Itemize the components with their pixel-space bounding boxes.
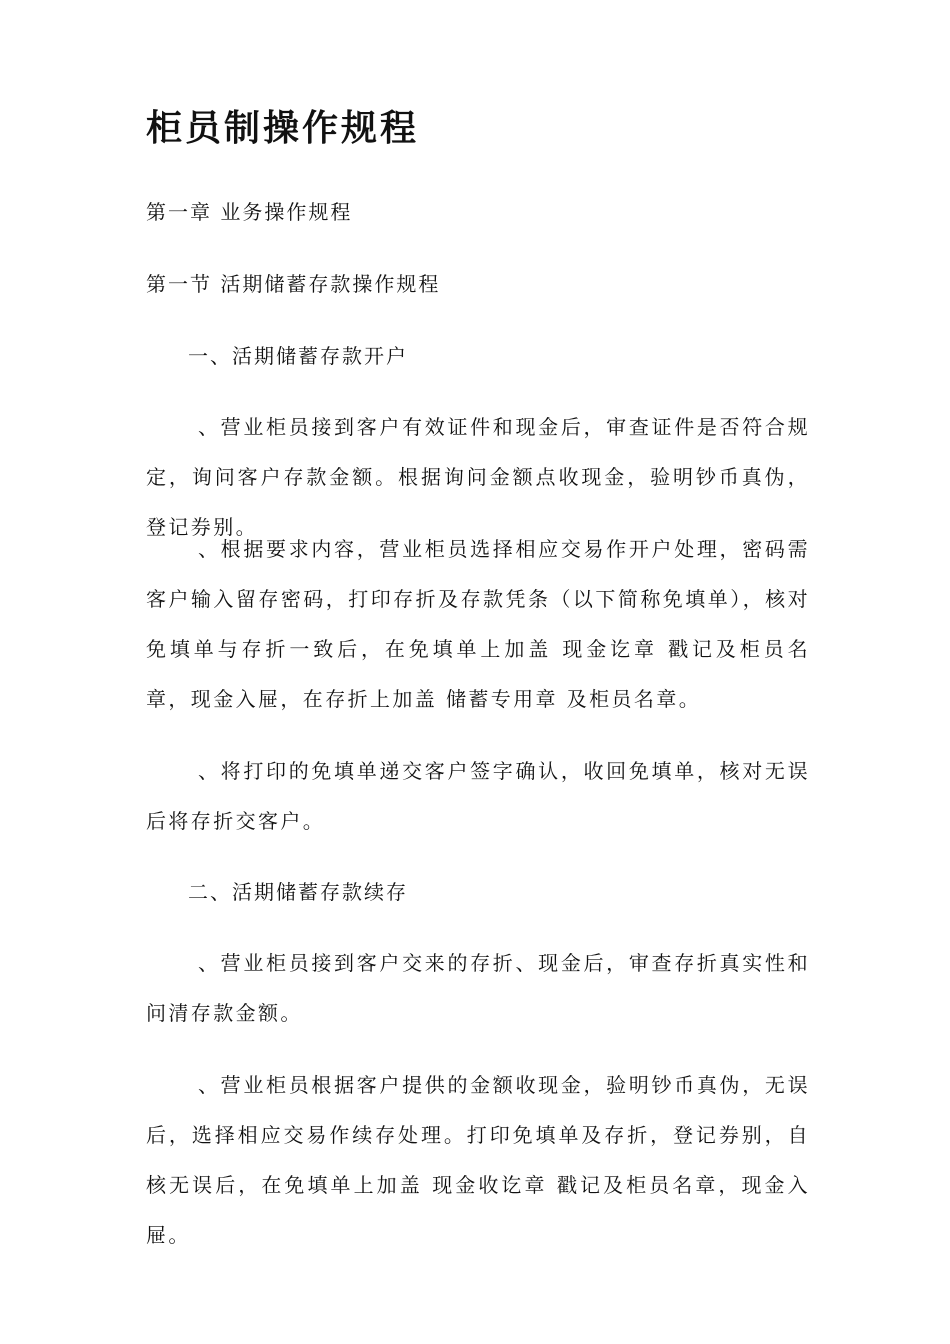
paragraph: 、营业柜员根据客户提供的金额收现金，验明钞币真伪，无误后，选择相应交易作续存处理。打印免填单及存折，登记券别，自核无误后，在免填单上加盖 现金收讫章 戳记及柜员名章，现金入屉。: [146, 1073, 810, 1247]
subsection-heading: 一、活期储蓄存款开户: [188, 344, 408, 368]
paragraph: 、将打印的免填单递交客户签字确认，收回免填单，核对无误后将存折交客户。: [146, 759, 810, 833]
section-heading: 第一节 活期储蓄存款操作规程: [146, 272, 441, 296]
paragraph: 、根据要求内容，营业柜员选择相应交易作开户处理，密码需客户输入留存密码，打印存折及存款凭条（以下简称免填单），核对免填单与存折一致后，在免填单上加盖 现金讫章 戳记及柜员名章，现金入屉，在存折上加盖 储蓄专用章 及柜员名章。: [146, 537, 810, 711]
paragraph: 、营业柜员接到客户交来的存折、现金后，审查存折真实性和问清存款金额。: [146, 951, 810, 1025]
document-title: 柜员制操作规程: [146, 108, 420, 149]
paragraph: 、营业柜员接到客户有效证件和现金后，审查证件是否符合规定，询问客户存款金额。根据询问金额点收现金，验明钞币真伪，登记券别。: [146, 415, 810, 539]
chapter-heading: 第一章 业务操作规程: [146, 200, 353, 224]
subsection-heading: 二、活期储蓄存款续存: [188, 880, 408, 904]
